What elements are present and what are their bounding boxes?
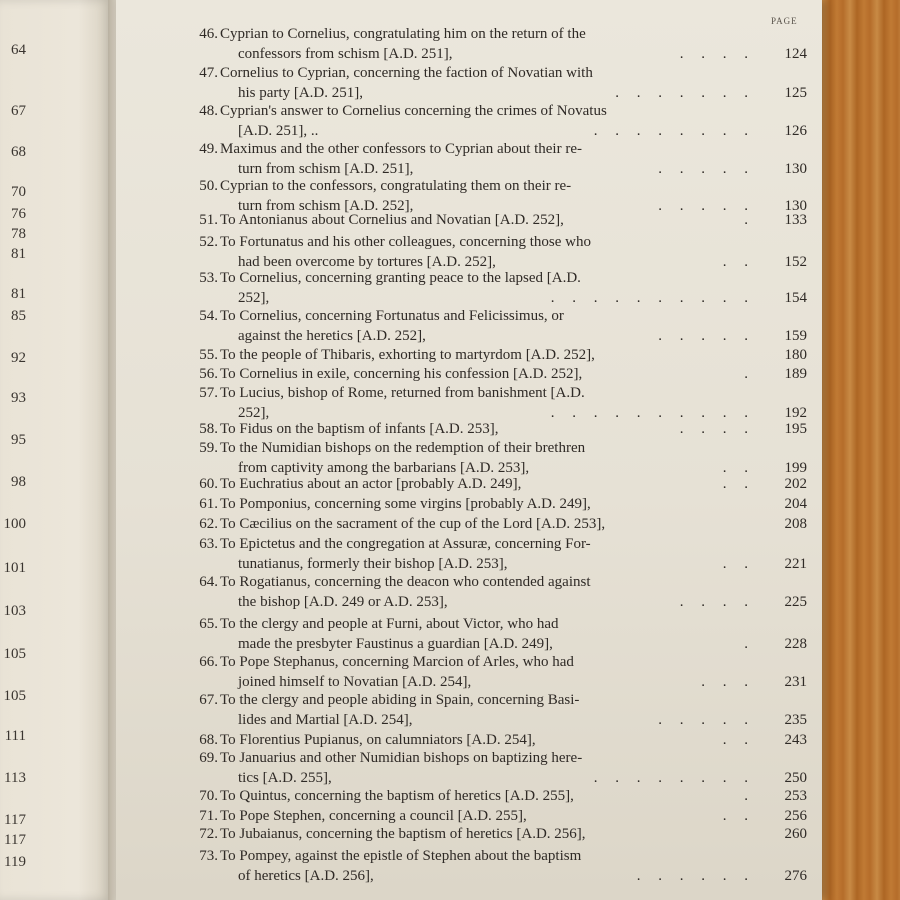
margin-page-number: 95	[11, 432, 26, 448]
margin-page-number: 76	[11, 206, 26, 222]
leader-dots: .	[744, 788, 748, 804]
leader-dots: . .	[722, 555, 748, 572]
entry-title-line: To Pomponius, concerning some virgins [probably A.D. 249],	[220, 496, 591, 512]
entry-title-line: of heretics [A.D. 256],	[238, 867, 374, 884]
margin-page-number: 119	[4, 854, 26, 870]
entry-page-number: 221	[784, 555, 807, 572]
margin-page-number: 113	[4, 770, 26, 786]
entry-title-line: To Januarius and other Numidian bishops on baptizing here-	[220, 750, 583, 766]
leader-dots: . . . . . . . .	[593, 122, 748, 139]
entry-title-line: To Cornelius in exile, concerning his confession [A.D. 252],	[220, 366, 583, 382]
entry-page-number: 124	[784, 45, 807, 62]
entry-page-number: 260	[784, 826, 807, 842]
leader-dots: . . . . .	[658, 327, 748, 344]
entry-title-line: To Pope Stephen, concerning a council [A.D. 255],	[220, 808, 527, 824]
margin-page-number: 98	[11, 474, 26, 490]
leader-dots: . . . . .	[658, 160, 748, 177]
entry-page-number: 152	[784, 253, 807, 270]
entry-page-number: 225	[784, 593, 807, 610]
entry-title-line: To Florentius Pupianus, on calumniators [A.D. 254],	[220, 732, 536, 748]
entry-page-number: 202	[784, 476, 807, 492]
entry-title-line: Cyprian to Cornelius, congratulating him on the return of the	[220, 26, 586, 42]
entry-page-number: 159	[784, 327, 807, 344]
leader-dots: . . . .	[679, 45, 748, 62]
margin-page-number: 81	[11, 286, 26, 302]
entry-number: 67.	[199, 692, 218, 708]
entry-page-number: 199	[784, 459, 807, 476]
left-page	[0, 0, 112, 900]
entry-number: 46.	[199, 26, 218, 42]
leader-dots: . .	[722, 459, 748, 476]
entry-number: 53.	[199, 270, 218, 286]
entry-number: 48.	[199, 103, 218, 119]
entry-page-number: 154	[784, 289, 807, 306]
entry-page-number: 243	[784, 732, 807, 748]
entry-title-line: Maximus and the other confessors to Cyprian about their re-	[220, 141, 582, 157]
margin-page-number: 100	[3, 516, 26, 532]
leader-dots: . . . . . . . . . .	[550, 404, 748, 421]
entry-number: 56.	[199, 366, 218, 382]
entry-title-line: had been overcome by tortures [A.D. 252],	[238, 253, 496, 270]
entry-title-line: To Lucius, bishop of Rome, returned from banishment [A.D.	[220, 385, 585, 401]
entry-title-line: To the clergy and people abiding in Spain, concerning Basi-	[220, 692, 580, 708]
leader-dots: . .	[722, 808, 748, 824]
entry-number: 55.	[199, 347, 218, 363]
entry-number: 69.	[199, 750, 218, 766]
entry-page-number: 195	[784, 421, 807, 437]
leader-dots: . . .	[701, 673, 748, 690]
margin-page-number: 85	[11, 308, 26, 324]
margin-page-number: 81	[11, 246, 26, 262]
entry-title-line: To Cæcilius on the sacrament of the cup of the Lord [A.D. 253],	[220, 516, 606, 532]
entry-title-line: turn from schism [A.D. 251],	[238, 160, 414, 177]
entry-number: 62.	[199, 516, 218, 532]
margin-page-number: 105	[3, 688, 26, 704]
entry-title-line: 252],	[238, 404, 270, 421]
entry-title-line: 252],	[238, 289, 270, 306]
leader-dots: . .	[722, 476, 748, 492]
entry-title-line: the bishop [A.D. 249 or A.D. 253],	[238, 593, 448, 610]
entry-title-line: To Cornelius, concerning Fortunatus and Felicissimus, or	[220, 308, 564, 324]
entry-number: 68.	[199, 732, 218, 748]
entry-title-line: tunatianus, formerly their bishop [A.D. 253],	[238, 555, 508, 572]
entry-number: 49.	[199, 141, 218, 157]
margin-page-number: 64	[11, 42, 26, 58]
entry-page-number: 228	[784, 635, 807, 652]
entry-title-line: To Epictetus and the congregation at Assuræ, concerning For-	[220, 536, 591, 552]
margin-page-number: 92	[11, 350, 26, 366]
entry-number: 47.	[199, 65, 218, 81]
entry-page-number: 180	[784, 347, 807, 363]
entry-title-line: To Antonianus about Cornelius and Novatian [A.D. 252],	[220, 212, 564, 228]
margin-page-number: 103	[3, 603, 26, 619]
leader-dots: . . . .	[679, 421, 748, 437]
entry-page-number: 231	[784, 673, 807, 690]
entry-page-number: 189	[784, 366, 807, 382]
entry-title-line: To Fortunatus and his other colleagues, concerning those who	[220, 234, 591, 250]
margin-page-number: 78	[11, 226, 26, 242]
leader-dots: . . . . .	[658, 711, 748, 728]
entry-number: 65.	[199, 616, 218, 632]
entry-number: 72.	[199, 826, 218, 842]
entry-page-number: 192	[784, 404, 807, 421]
entry-title-line: To the clergy and people at Furni, about Victor, who had	[220, 616, 559, 632]
entry-page-number: 256	[784, 808, 807, 824]
margin-page-number: 117	[4, 832, 26, 848]
entry-title-line: Cyprian to the confessors, congratulating them on their re-	[220, 178, 572, 194]
leader-dots: . . . . . . . . . .	[550, 289, 748, 306]
page-column-header: PAGE	[771, 16, 798, 26]
entry-number: 59.	[199, 440, 218, 456]
entry-title-line: his party [A.D. 251],	[238, 84, 363, 101]
leader-dots: . . . .	[679, 593, 748, 610]
entry-page-number: 253	[784, 788, 807, 804]
entry-title-line: turn from schism [A.D. 252],	[238, 197, 414, 214]
entry-title-line: Cornelius to Cyprian, concerning the faction of Novatian with	[220, 65, 593, 81]
entry-number: 57.	[199, 385, 218, 401]
margin-page-number: 67	[11, 103, 26, 119]
entry-number: 54.	[199, 308, 218, 324]
leader-dots: . . . . . . . .	[593, 769, 748, 786]
entry-title-line: To the people of Thibaris, exhorting to martyrdom [A.D. 252],	[220, 347, 595, 363]
entry-page-number: 130	[784, 197, 807, 214]
leader-dots: .	[744, 635, 748, 652]
entry-page-number: 235	[784, 711, 807, 728]
entry-title-line: made the presbyter Faustinus a guardian [A.D. 249],	[238, 635, 553, 652]
entry-number: 51.	[199, 212, 218, 228]
entry-title-line: To the Numidian bishops on the redemption of their brethren	[220, 440, 586, 456]
leader-dots: . .	[722, 253, 748, 270]
entry-number: 50.	[199, 178, 218, 194]
leader-dots: .	[744, 212, 748, 228]
entry-number: 58.	[199, 421, 218, 437]
entry-title-line: against the heretics [A.D. 252],	[238, 327, 426, 344]
entry-title-line: To Jubaianus, concerning the baptism of heretics [A.D. 256],	[220, 826, 586, 842]
entry-number: 66.	[199, 654, 218, 670]
entry-title-line: joined himself to Novatian [A.D. 254],	[238, 673, 472, 690]
entry-page-number: 276	[784, 867, 807, 884]
entry-page-number: 130	[784, 160, 807, 177]
entry-page-number: 250	[784, 769, 807, 786]
entry-number: 61.	[199, 496, 218, 512]
margin-page-number: 101	[3, 560, 26, 576]
entry-page-number: 133	[784, 212, 807, 228]
margin-page-number: 117	[4, 812, 26, 828]
entry-number: 73.	[199, 848, 218, 864]
margin-page-number: 68	[11, 144, 26, 160]
entry-page-number: 125	[784, 84, 807, 101]
entry-page-number: 208	[784, 516, 807, 532]
leader-dots: . . . . . . .	[615, 84, 748, 101]
entry-title-line: tics [A.D. 255],	[238, 769, 332, 786]
leader-dots: . . . . .	[658, 197, 748, 214]
entry-number: 60.	[199, 476, 218, 492]
right-page	[116, 0, 822, 900]
entry-title-line: To Fidus on the baptism of infants [A.D. 253],	[220, 421, 499, 437]
entry-title-line: To Euchratius about an actor [probably A.D. 249],	[220, 476, 522, 492]
entry-title-line: from captivity among the barbarians [A.D. 253],	[238, 459, 530, 476]
entry-title-line: lides and Martial [A.D. 254],	[238, 711, 413, 728]
margin-page-number: 111	[4, 728, 26, 744]
entry-number: 52.	[199, 234, 218, 250]
entry-number: 70.	[199, 788, 218, 804]
entry-title-line: Cyprian's answer to Cornelius concerning the crimes of Novatus	[220, 103, 607, 119]
entry-number: 71.	[199, 808, 218, 824]
entry-title-line: To Rogatianus, concerning the deacon who contended against	[220, 574, 591, 590]
entry-title-line: To Pope Stephanus, concerning Marcion of Arles, who had	[220, 654, 574, 670]
entry-number: 64.	[199, 574, 218, 590]
margin-page-number: 105	[3, 646, 26, 662]
entry-title-line: To Quintus, concerning the baptism of heretics [A.D. 255],	[220, 788, 574, 804]
leader-dots: . .	[722, 732, 748, 748]
entry-title-line: [A.D. 251], ..	[238, 122, 319, 139]
leader-dots: . . . . . .	[636, 867, 748, 884]
margin-page-number: 70	[11, 184, 26, 200]
entry-number: 63.	[199, 536, 218, 552]
leader-dots: .	[744, 366, 748, 382]
entry-page-number: 204	[784, 496, 807, 512]
entry-title-line: To Pompey, against the epistle of Stephen about the baptism	[220, 848, 582, 864]
entry-title-line: To Cornelius, concerning granting peace to the lapsed [A.D.	[220, 270, 581, 286]
entry-page-number: 126	[784, 122, 807, 139]
entry-title-line: confessors from schism [A.D. 251],	[238, 45, 453, 62]
margin-page-number: 93	[11, 390, 26, 406]
